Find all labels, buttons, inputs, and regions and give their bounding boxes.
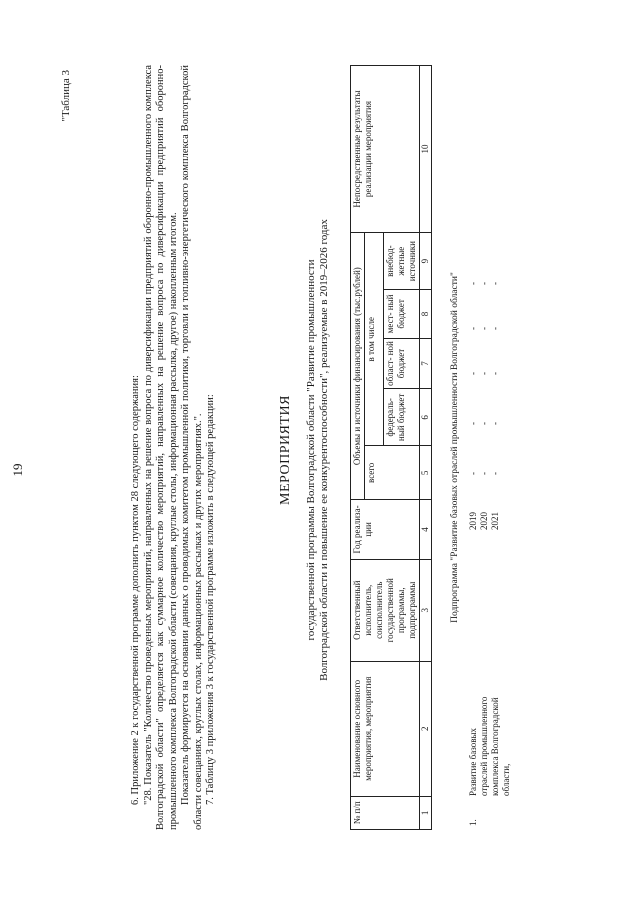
row-number: 1. [468,819,478,826]
header-including: в том числе [365,233,384,446]
column-numbers-row [420,66,432,830]
page-number: 19 [10,463,25,477]
dash-value: - [468,282,478,285]
dash-value: - [490,372,500,375]
header-offbudget: внебюд- жетные источники [384,233,420,290]
dash-value: - [468,422,478,425]
dash-value: - [479,472,489,475]
header-name: Наименование основного мероприятия, мероприятия [351,661,420,796]
measures-subtitle [305,50,331,850]
header-volumes: Объемы и источники финансирования (тыс.рублей) [351,233,365,500]
header-total: всего [365,446,420,500]
column-number: 7 [420,338,432,389]
column-number: 3 [420,559,432,661]
table-label: "Таблица 3 [60,70,72,122]
header-results: Непосредственные результаты реализации мероприятия [351,66,420,233]
dash-value: - [468,372,478,375]
column-number: 10 [420,66,432,233]
dash-value: - [490,282,500,285]
paragraph-1: 6. Приложение 2 к государственной программе дополнить пунктом 28 следующего содержания: [130,375,141,805]
subtitle-line-1: государственной программы Волгоградской области "Развитие промышленности [305,259,317,641]
column-number: 9 [420,233,432,290]
row-year: 2020 [479,512,489,530]
header-no: № п/п [351,796,420,829]
body-text [130,65,218,830]
row-years [468,512,501,530]
subprogram-title: Подпрограмма "Развитие базовых отраслей промышленности Волгоградской области" [450,272,460,623]
dash-value: - [479,372,489,375]
measures-title: МЕРОПРИЯТИЯ [278,395,293,505]
header-regional: област- ной бюджет [384,338,420,389]
row-year: 2019 [468,512,478,530]
row-federal-values [468,422,501,425]
header-year: Год реализа- ции [351,500,420,559]
row-regional-values [468,372,501,375]
column-number: 5 [420,446,432,500]
dash-value: - [479,282,489,285]
column-number: 2 [420,661,432,796]
measures-table [350,65,432,830]
column-number: 4 [420,500,432,559]
dash-value: - [468,327,478,330]
column-number: 6 [420,389,432,446]
column-number: 8 [420,290,432,338]
dash-value: - [468,472,478,475]
header-responsible: Ответственный исполнитель, соисполнитель государственной программы, подпрограммы [351,559,420,661]
subtitle-line-2: Волгоградской области и повышение ее конкурентоспособности", реализуемые в 2019–2026 годах [318,219,330,681]
rotated-page-content [50,50,610,850]
header-local: мест- ный бюджет [384,290,420,338]
header-federal: федераль- ный бюджет [384,389,420,446]
paragraph-4: 7. Таблицу 3 приложения 3 к государственной программе изложить в следующей редакции: [205,394,216,805]
dash-value: - [490,422,500,425]
paragraph-2: "28. Показатель "Количество проведенных мероприятий, направленных на решение вопроса по диверсификации предприятий оборонно-промышленного комплекса Волгоградской области" определяется как суммарное количество мероприятий, направленных на решение вопроса по диверсификации предприятий оборонно-промышленного комплекса Волгоградской области (совещания, круглые столы, информационная рассылка, другое) накопленным итогом. [142,65,179,830]
dash-value: - [490,472,500,475]
row-total-values [468,472,501,475]
dash-value: - [479,422,489,425]
dash-value: - [490,327,500,330]
row-offbudget-values [468,282,501,285]
row-year: 2021 [490,512,500,530]
paragraph-3: Показатель формируется на основании данных о проводимых комитетом промышленной политики, торговли и топливно-энергетического комплекса Волгоградской области совещаниях, круглых столах, информационных рассылках и других мероприятиях.". [180,65,204,830]
dash-value: - [479,327,489,330]
row-local-values [468,327,501,330]
row-name: Развитие базовых отраслей промышленного комплекса Волгоградской области, [468,696,511,796]
column-number: 1 [420,796,432,829]
